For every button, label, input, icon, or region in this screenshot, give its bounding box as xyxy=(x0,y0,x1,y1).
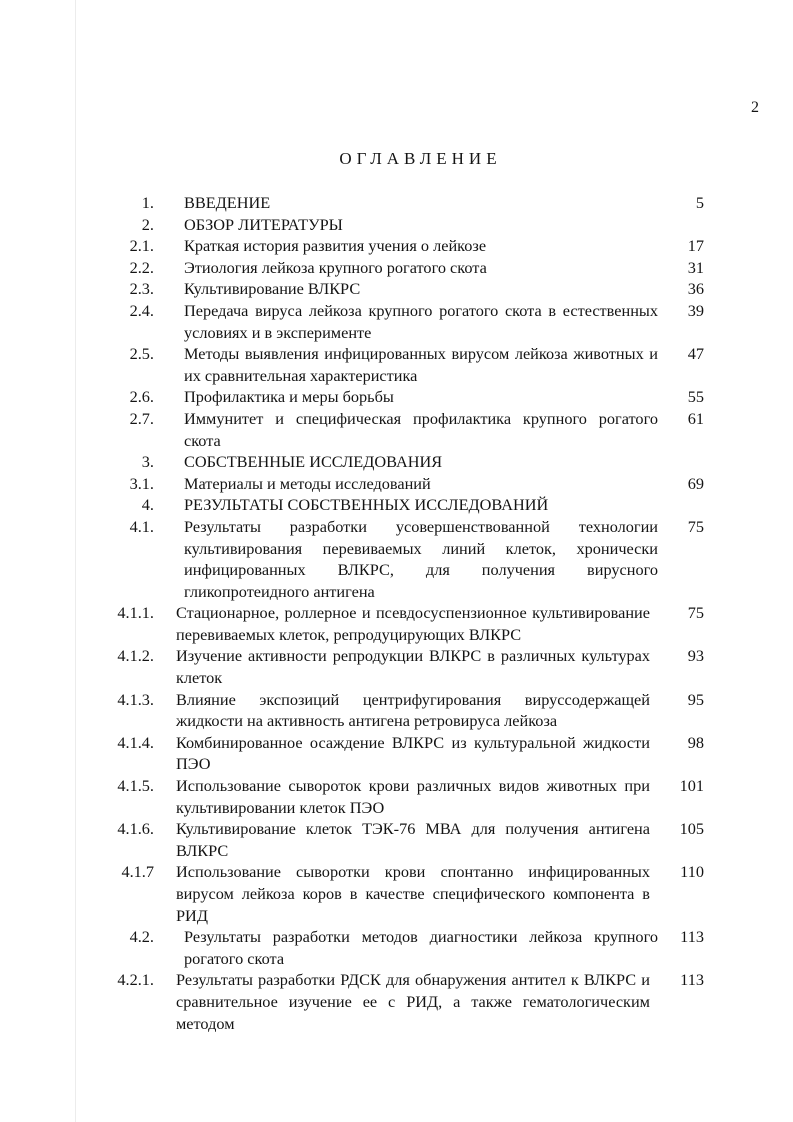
toc-entry-number: 4.1.6. xyxy=(117,819,154,839)
toc-entry-number: 1. xyxy=(141,193,154,212)
toc-entry-number: 2.5. xyxy=(129,344,154,364)
toc-entry-page: 110 xyxy=(680,862,704,882)
toc-entry-number: 3. xyxy=(141,452,154,472)
toc-entry xyxy=(108,926,718,969)
toc-entry-title: ВВЕДЕНИЕ xyxy=(184,193,271,212)
toc-entry-title: Стационарное, роллерное и псевдосуспензионное культивирование перевиваемых клеток, репродуцирующих ВЛКРС xyxy=(176,603,650,644)
toc-entry-number: 2.1. xyxy=(129,236,154,256)
toc-entry-page: 75 xyxy=(687,516,704,536)
toc-entry-page: 39 xyxy=(687,300,704,320)
table-of-contents xyxy=(108,192,718,1034)
toc-entry-title: РЕЗУЛЬТАТЫ СОБСТВЕННЫХ ИССЛЕДОВАНИЙ xyxy=(184,495,549,515)
toc-entry-number: 2.7. xyxy=(129,408,154,428)
toc-entry-title: Изучение активности репродукции ВЛКРС в различных культурах клеток xyxy=(176,646,650,688)
toc-entry xyxy=(108,494,718,516)
toc-entry xyxy=(108,689,718,732)
toc-entry-title: Этиология лейкоза крупного рогатого скота xyxy=(184,257,487,277)
toc-entry-page: 61 xyxy=(687,408,704,428)
toc-entry xyxy=(108,386,718,408)
toc-entry-page: 75 xyxy=(687,603,704,623)
toc-entry-number: 4.1.2. xyxy=(117,646,154,666)
toc-entry-page: 69 xyxy=(687,473,704,493)
toc-entry xyxy=(108,732,718,775)
toc-entry-title: ОБЗОР ЛИТЕРАТУРЫ xyxy=(184,214,343,234)
toc-entry-number: 4.1.1. xyxy=(117,603,154,623)
toc-entry-page: 17 xyxy=(687,236,704,256)
toc-entry xyxy=(108,192,718,214)
toc-entry xyxy=(108,278,718,300)
toc-entry-page: 113 xyxy=(680,970,704,990)
toc-entry-page: 36 xyxy=(687,279,704,299)
toc-entry xyxy=(108,451,718,473)
toc-entry-title: Краткая история развития учения о лейкозе xyxy=(184,236,487,256)
toc-entry-title: Передача вируса лейкоза крупного рогатого скота в естественных условиях и в эксперименте xyxy=(184,300,658,342)
page-number: 2 xyxy=(751,99,759,116)
toc-entry xyxy=(108,818,718,861)
toc-entry xyxy=(108,602,718,645)
toc-entry-title: Материалы и методы исследований xyxy=(184,473,431,493)
toc-entry xyxy=(108,214,718,236)
toc-entry xyxy=(108,969,718,1034)
toc-entry-title: Иммунитет и специфическая профилактика крупного рогатого скота xyxy=(184,408,658,450)
toc-entry-number: 3.1. xyxy=(129,473,154,493)
toc-entry-number: 4. xyxy=(141,495,154,515)
toc-entry-page: 95 xyxy=(687,689,704,709)
toc-entry xyxy=(108,775,718,818)
toc-entry-page: 105 xyxy=(679,819,704,839)
toc-entry-title: Использование сывороток крови различных видов животных при культивировании клеток ПЭО xyxy=(176,776,650,817)
toc-entry-number: 4.1.7 xyxy=(121,862,154,882)
toc-entry-page: 93 xyxy=(687,646,704,666)
toc-entry-title: Влияние экспозиций центрифугирования вируссодержащей жидкости на активность антигена ретровируса лейкоза xyxy=(176,689,650,731)
toc-entry-page: 101 xyxy=(679,776,704,796)
toc-entry-number: 4.2.1. xyxy=(117,970,154,990)
toc-entry-page: 98 xyxy=(687,732,704,752)
toc-entry xyxy=(108,408,718,451)
toc-entry-title: Культивирование ВЛКРС xyxy=(184,279,361,299)
toc-entry-number: 4.1.4. xyxy=(117,732,154,752)
toc-entry xyxy=(108,235,718,257)
toc-entry-number: 4.2. xyxy=(129,927,154,947)
toc-entry xyxy=(108,300,718,343)
toc-entry-number: 2. xyxy=(141,214,154,234)
toc-title: ОГЛАВЛЕНИЕ xyxy=(339,149,502,168)
toc-entry xyxy=(108,473,718,495)
toc-entry-title: Комбинированное осаждение ВЛКРС из культуральной жидкости ПЭО xyxy=(176,732,650,774)
toc-entry xyxy=(108,343,718,386)
toc-entry-number: 2.2. xyxy=(129,257,154,277)
toc-entry xyxy=(108,861,718,926)
toc-entry-number: 2.3. xyxy=(129,279,154,299)
toc-entry-title: Результаты разработки РДСК для обнаружения антител к ВЛКРС и сравнительное изучение ее с РИД, а также гематологическим методом xyxy=(176,970,650,1033)
toc-entry-page: 55 xyxy=(687,387,704,407)
toc-entry-number: 4.1. xyxy=(129,516,154,536)
toc-entry-page: 47 xyxy=(687,344,704,364)
toc-entry-title: Результаты разработки усовершенствованной технологии культивирования перевиваемых линий клеток, хронически инфицированных ВЛКРС, для получения вирусного гликопротеидного антигена xyxy=(184,516,658,601)
toc-entry-page: 5 xyxy=(695,193,704,212)
toc-entry-page: 113 xyxy=(680,927,704,947)
toc-entry-title: СОБСТВЕННЫЕ ИССЛЕДОВАНИЯ xyxy=(184,452,443,472)
toc-entry-number: 4.1.3. xyxy=(117,689,154,709)
toc-entry-title: Использование сыворотки крови спонтанно инфицированных вирусом лейкоза коров в качестве специфического компонента в РИД xyxy=(176,862,650,925)
toc-entry xyxy=(108,257,718,279)
toc-entry-title: Результаты разработки методов диагностики лейкоза крупного рогатого скота xyxy=(184,927,658,968)
toc-entry-page: 31 xyxy=(687,257,704,277)
toc-entry-number: 4.1.5. xyxy=(117,776,154,796)
toc-entry xyxy=(108,516,718,602)
toc-entry-number: 2.4. xyxy=(129,300,154,320)
toc-entry-title: Методы выявления инфицированных вирусом лейкоза животных и их сравнительная характеристика xyxy=(184,344,658,385)
toc-entry-title: Профилактика и меры борьбы xyxy=(184,387,394,407)
toc-entry-number: 2.6. xyxy=(129,387,154,407)
toc-entry xyxy=(108,645,718,688)
toc-entry-title: Культивирование клеток ТЭК-76 МВА для получения антигена ВЛКРС xyxy=(176,819,650,860)
